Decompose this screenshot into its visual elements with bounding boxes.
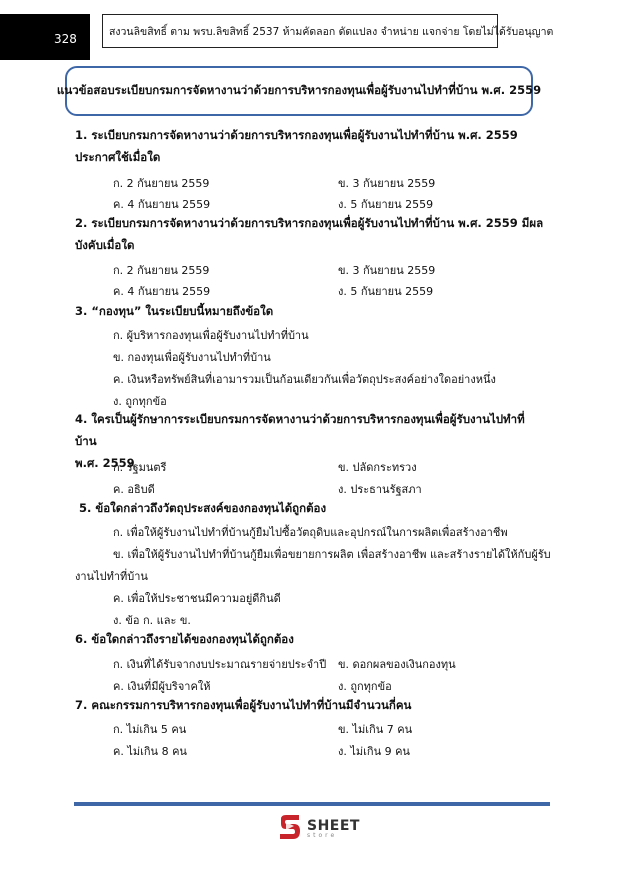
sheet-logo-icon (277, 813, 303, 845)
question-2 (75, 212, 545, 256)
question-4-line-2: พ.ศ. 2559 (75, 456, 135, 470)
question-7-option-d: ง. ไม่เกิน 9 คน (338, 745, 410, 758)
question-5-option-d: ง. ข้อ ก. และ ข. (113, 614, 191, 627)
question-6-option-c: ค. เงินที่มีผู้บริจาคให้ (113, 680, 211, 693)
question-5-option-c: ค. เพื่อให้ประชาชนมีความอยู่ดีกินดี (113, 592, 281, 605)
sheet-store-logo (277, 813, 360, 845)
question-5-option-b: ข. เพื่อให้ผู้รับงานไปทำที่บ้านกู้ยืมเพื่อขยายการผลิต เพื่อสร้างอาชีพ และสร้างรายได้ให้กับผู้รับ (113, 548, 551, 561)
question-4-option-b: ข. ปลัดกระทรวง (338, 461, 417, 474)
question-5-option-a: ก. เพื่อให้ผู้รับงานไปทำที่บ้านกู้ยืมไปซื้อวัตถุดิบและอุปกรณ์ในการผลิตเพื่อสร้างอาชีพ (113, 526, 508, 539)
question-7-line-1: 7. คณะกรรมการบริหารกองทุนเพื่อผู้รับงานไปทำที่บ้านมีจำนวนกี่คน (75, 698, 412, 712)
question-2-option-b: ข. 3 กันยายน 2559 (338, 264, 436, 277)
page-title: แนวข้อสอบระเบียบกรมการจัดหางานว่าด้วยการบริหารกองทุนเพื่อผู้รับงานไปทำที่บ้าน พ.ศ. 2559 (65, 66, 533, 116)
question-4-option-c: ค. อธิบดี (113, 483, 155, 496)
page-number: 328 (54, 32, 77, 46)
question-7 (75, 694, 545, 716)
question-7-option-a: ก. ไม่เกิน 5 คน (113, 723, 187, 736)
copyright-notice: สงวนลิขสิทธิ์ ตาม พรบ.ลิขสิทธิ์ 2537 ห้ามคัดลอก ดัดแปลง จำหน่าย แจกจ่าย โดยไม่ได้รับอนุญาต (102, 14, 498, 48)
question-4-option-d: ง. ประธานรัฐสภา (338, 483, 422, 496)
question-6-option-a: ก. เงินที่ได้รับจากงบประมาณรายจ่ายประจำปี (113, 658, 327, 671)
question-1-option-b: ข. 3 กันยายน 2559 (338, 177, 436, 190)
question-1-line-2: ประกาศใช้เมื่อใด (75, 150, 161, 164)
question-3-option-d: ง. ถูกทุกข้อ (113, 395, 167, 408)
logo-subtext: store (307, 832, 338, 839)
question-5 (79, 497, 549, 519)
question-1-line-1: 1. ระเบียบกรมการจัดหางานว่าด้วยการบริหารกองทุนเพื่อผู้รับงานไปทำที่บ้าน พ.ศ. 2559 (75, 128, 518, 142)
question-5-option-b-continued: งานไปทำที่บ้าน (75, 570, 148, 583)
question-7-option-b: ข. ไม่เกิน 7 คน (338, 723, 413, 736)
question-7-option-c: ค. ไม่เกิน 8 คน (113, 745, 187, 758)
question-2-line-1: 2. ระเบียบกรมการจัดหางานว่าด้วยการบริหารกองทุนเพื่อผู้รับงานไปทำที่บ้าน พ.ศ. 2559 มีผล (75, 216, 544, 230)
question-2-option-c: ค. 4 กันยายน 2559 (113, 285, 211, 298)
question-1-option-a: ก. 2 กันยายน 2559 (113, 177, 210, 190)
question-4-option-a: ก. รัฐมนตรี (113, 461, 167, 474)
question-3-line-1: 3. “กองทุน” ในระเบียบนี้หมายถึงข้อใด (75, 304, 274, 318)
question-2-line-2: บังคับเมื่อใด (75, 238, 135, 252)
question-3-option-c: ค. เงินหรือทรัพย์สินที่เอามารวมเป็นก้อนเดียวกันเพื่อวัตถุประสงค์อย่างใดอย่างหนึ่ง (113, 373, 496, 386)
question-6-line-1: 6. ข้อใดกล่าวถึงรายได้ของกองทุนได้ถูกต้อง (75, 632, 294, 646)
question-4-line-1: 4. ใครเป็นผู้รักษาการระเบียบกรมการจัดหางานว่าด้วยการบริหารกองทุนเพื่อผู้รับงานไปทำที่บ้าน (75, 412, 525, 448)
question-3 (75, 300, 545, 322)
question-6-option-d: ง. ถูกทุกข้อ (338, 680, 392, 693)
question-3-option-b: ข. กองทุนเพื่อผู้รับงานไปทำที่บ้าน (113, 351, 271, 364)
question-6-option-b: ข. ดอกผลของเงินกองทุน (338, 658, 456, 671)
question-3-option-a: ก. ผู้บริหารกองทุนเพื่อผู้รับงานไปทำที่บ้าน (113, 329, 309, 342)
question-1-option-c: ค. 4 กันยายน 2559 (113, 198, 211, 211)
question-1-option-d: ง. 5 กันยายน 2559 (338, 198, 434, 211)
logo-wordmark: SHEET (307, 818, 360, 834)
question-6 (75, 628, 545, 650)
question-2-option-a: ก. 2 กันยายน 2559 (113, 264, 210, 277)
footer-divider (74, 802, 550, 806)
question-5-line-1: 5. ข้อใดกล่าวถึงวัตถุประสงค์ของกองทุนได้ถูกต้อง (79, 501, 327, 515)
question-1 (75, 124, 545, 168)
question-2-option-d: ง. 5 กันยายน 2559 (338, 285, 434, 298)
